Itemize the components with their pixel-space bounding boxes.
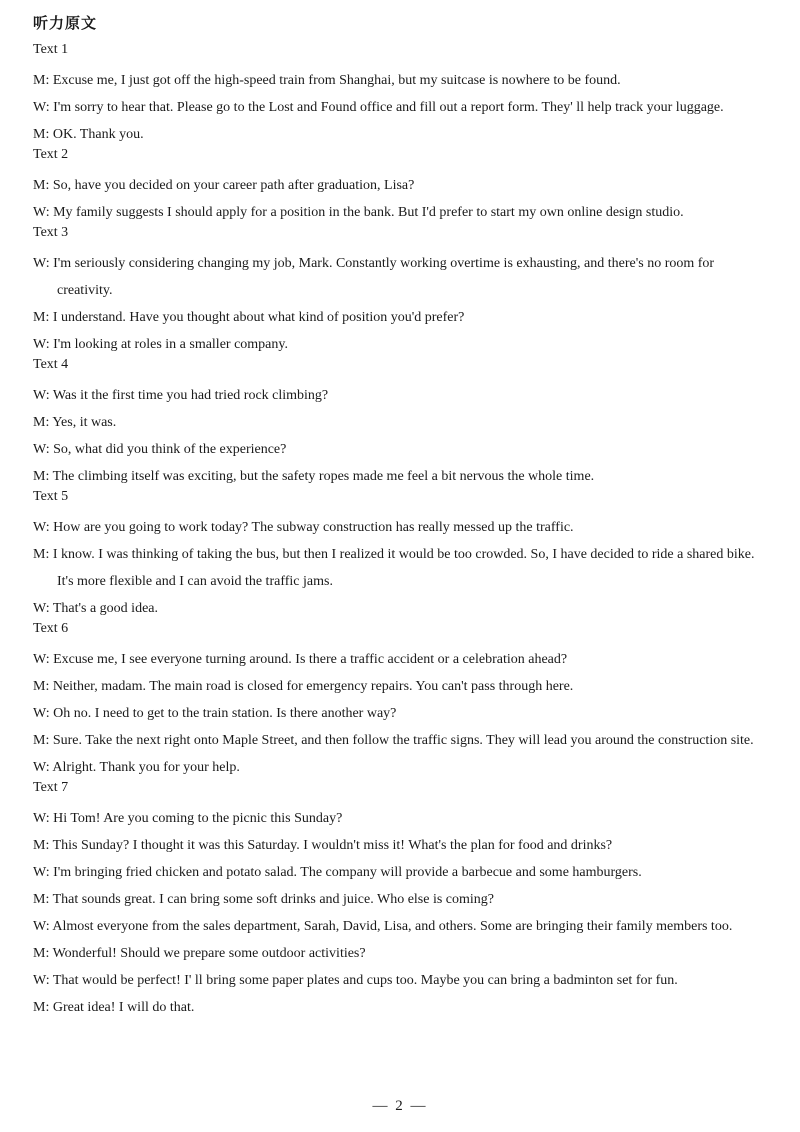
dialogue-line	[33, 805, 773, 832]
dialogue-text: So, what did you think of the experience?	[53, 442, 287, 457]
dialogue-text: The climbing itself was exciting, but the safety ropes made me feel a bit nervous the whole time.	[52, 469, 595, 484]
dialogue-text: I understand. Have you thought about what kind of position you'd prefer?	[52, 310, 465, 325]
speaker-label: W:	[33, 337, 50, 352]
dialogue-line	[33, 913, 773, 940]
section-label: Text 1	[33, 42, 69, 57]
speaker-label: M:	[33, 127, 50, 142]
dialogue-line	[33, 121, 773, 148]
speaker-label: M:	[33, 1000, 50, 1015]
speaker-label: M:	[33, 415, 50, 430]
dialogue-text: I'm sorry to hear that. Please go to the Lost and Found office and fill out a report form. They' ll help track your luggage.	[53, 100, 724, 115]
dialogue-line	[33, 250, 773, 304]
speaker-label: M:	[33, 73, 50, 88]
speaker-label: M:	[33, 310, 50, 325]
section-label: Text 2	[33, 147, 69, 162]
speaker-label: W:	[33, 811, 50, 826]
dialogue-line	[33, 67, 773, 94]
section-label: Text 5	[33, 489, 69, 504]
dialogue-text: I'm seriously considering changing my job, Mark. Constantly working overtime is exhausting, and there's no room for creativity.	[53, 256, 715, 298]
dialogue-text: I know. I was thinking of taking the bus, but then I realized it would be too crowded. So, I have decided to ride a shared bike. It's more flexible and I can avoid the traffic jams.	[52, 547, 755, 589]
speaker-label: W:	[33, 973, 50, 988]
speaker-label: M:	[33, 178, 50, 193]
dialogue-line	[33, 94, 773, 121]
dialogue-line	[33, 700, 773, 727]
dialogue-text: How are you going to work today? The subway construction has really messed up the traffic.	[53, 520, 574, 535]
dialogue-line	[33, 859, 773, 886]
dialogue-text: That sounds great. I can bring some soft drinks and juice. Who else is coming?	[52, 892, 495, 907]
dialogue-line	[33, 304, 773, 331]
speaker-label: M:	[33, 892, 50, 907]
speaker-label: W:	[33, 760, 50, 775]
dialogue-text: This Sunday? I thought it was this Saturday. I wouldn't miss it! What's the plan for food and drinks?	[52, 838, 613, 853]
dialogue-line	[33, 832, 773, 859]
dialogue-line	[33, 514, 773, 541]
speaker-label: W:	[33, 388, 50, 403]
dialogue-line	[33, 199, 773, 226]
speaker-label: M:	[33, 733, 50, 748]
speaker-label: W:	[33, 919, 50, 934]
dialogue-text: Neither, madam. The main road is closed for emergency repairs. You can't pass through here.	[52, 679, 574, 694]
page-heading: 听力原文	[33, 14, 98, 32]
speaker-label: M:	[33, 469, 50, 484]
dialogue-text: That would be perfect! I' ll bring some paper plates and cups too. Maybe you can bring a badminton set for fun.	[52, 973, 678, 988]
dialogue-text: Oh no. I need to get to the train station. Is there another way?	[53, 706, 397, 721]
dialogue-text: Great idea! I will do that.	[52, 1000, 195, 1015]
dialogue-line	[33, 754, 773, 781]
dialogue-line	[33, 409, 773, 436]
dialogue-line	[33, 382, 773, 409]
section-label: Text 4	[33, 357, 69, 372]
speaker-label: W:	[33, 442, 50, 457]
section-label: Text 7	[33, 780, 69, 795]
dialogue-text: Was it the first time you had tried rock climbing?	[52, 388, 329, 403]
speaker-label: M:	[33, 946, 50, 961]
dialogue-text: Almost everyone from the sales department, Sarah, David, Lisa, and others. Some are bringing their family members too.	[52, 919, 733, 934]
speaker-label: M:	[33, 838, 50, 853]
speaker-label: W:	[33, 652, 50, 667]
dialogue-text: My family suggests I should apply for a position in the bank. But I'd prefer to start my own online design studio.	[53, 205, 684, 220]
dialogue-text: Alright. Thank you for your help.	[52, 760, 240, 775]
dialogue-line	[33, 940, 773, 967]
speaker-label: W:	[33, 100, 50, 115]
dialogue-line	[33, 673, 773, 700]
dialogue-line	[33, 886, 773, 913]
dialogue-line	[33, 967, 773, 994]
dialogue-text: Sure. Take the next right onto Maple Street, and then follow the traffic signs. They will lead you around the construction site.	[52, 733, 754, 748]
speaker-label: M:	[33, 679, 50, 694]
dialogue-line	[33, 463, 773, 490]
dialogue-line	[33, 727, 773, 754]
dialogue-text: Wonderful! Should we prepare some outdoor activities?	[52, 946, 366, 961]
dialogue-line	[33, 646, 773, 673]
dialogue-line	[33, 994, 773, 1021]
speaker-label: W:	[33, 520, 50, 535]
dialogue-text: Excuse me, I just got off the high-speed train from Shanghai, but my suitcase is nowhere to be found.	[52, 73, 621, 88]
page-number: — 2 —	[372, 1098, 428, 1114]
dialogue-line	[33, 541, 773, 595]
dialogue-text: Yes, it was.	[52, 415, 117, 430]
transcript-content	[33, 40, 773, 1021]
speaker-label: W:	[33, 865, 50, 880]
dialogue-line	[33, 172, 773, 199]
dialogue-text: OK. Thank you.	[52, 127, 144, 142]
dialogue-line	[33, 436, 773, 463]
speaker-label: M:	[33, 547, 50, 562]
dialogue-text: So, have you decided on your career path after graduation, Lisa?	[52, 178, 415, 193]
section-label: Text 6	[33, 621, 69, 636]
speaker-label: W:	[33, 601, 50, 616]
section-label: Text 3	[33, 225, 69, 240]
speaker-label: W:	[33, 706, 50, 721]
dialogue-line	[33, 331, 773, 358]
speaker-label: W:	[33, 256, 50, 271]
dialogue-line	[33, 595, 773, 622]
speaker-label: W:	[33, 205, 50, 220]
dialogue-text: I'm bringing fried chicken and potato salad. The company will provide a barbecue and some hamburgers.	[53, 865, 642, 880]
dialogue-text: Excuse me, I see everyone turning around. Is there a traffic accident or a celebration ahead?	[53, 652, 568, 667]
dialogue-text: Hi Tom! Are you coming to the picnic this Sunday?	[53, 811, 343, 826]
dialogue-text: That's a good idea.	[52, 601, 159, 616]
dialogue-text: I'm looking at roles in a smaller company.	[53, 337, 288, 352]
